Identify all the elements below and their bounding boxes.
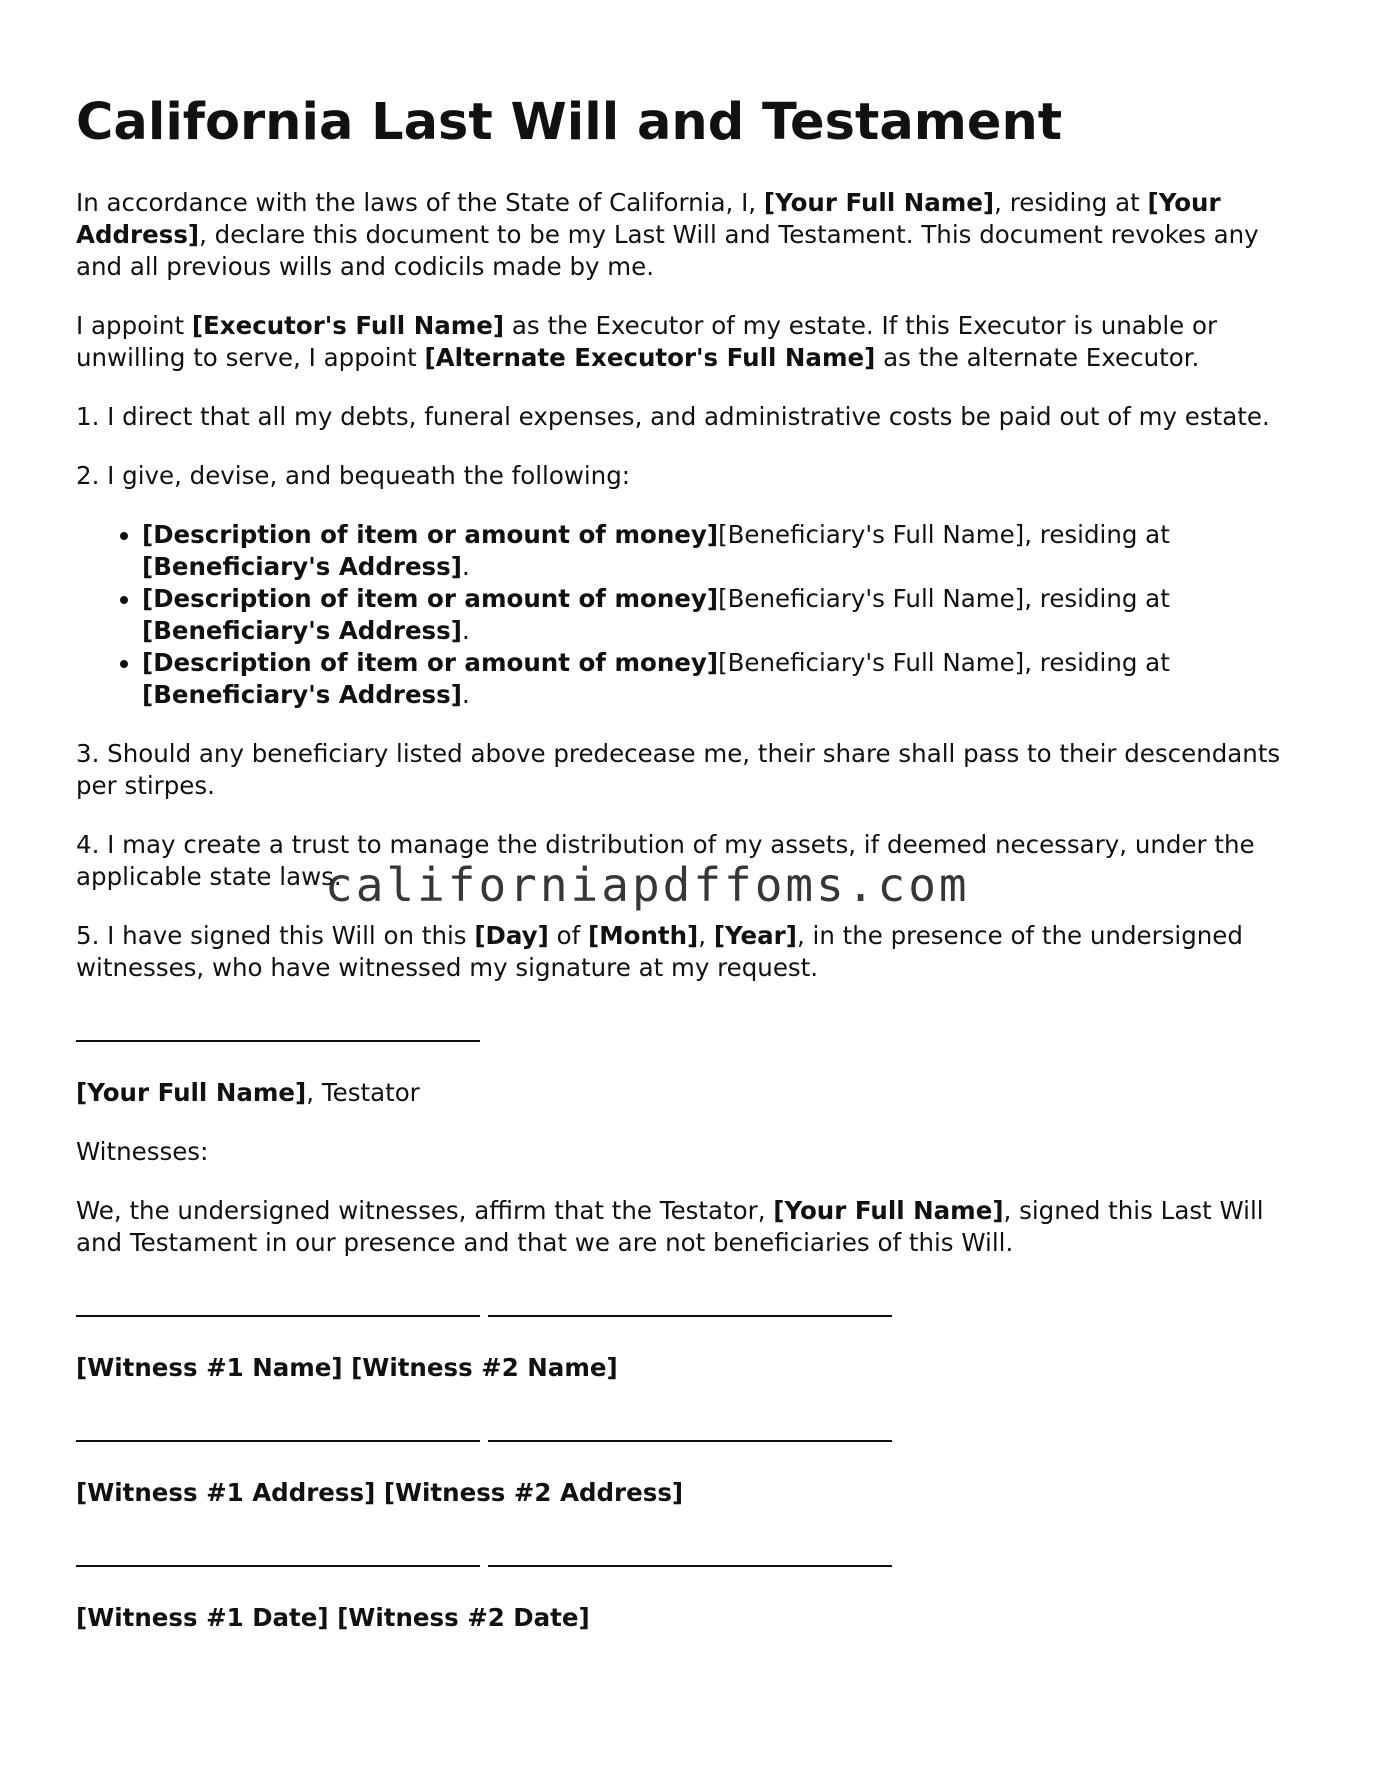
bequest-list — [76, 519, 1296, 711]
witnesses-heading: Witnesses: — [76, 1137, 209, 1167]
affirmation-name-placeholder: [Your Full Name] — [773, 1196, 1004, 1226]
intro-text-2: , residing at — [994, 188, 1148, 218]
bequest-beneficiary: [Beneficiary's Full Name], residing at — [718, 520, 1170, 550]
intro-text-3: , declare this document to be my Last Will and Testament. This document revokes any and all previous wills and codicils made by me. — [76, 220, 1259, 282]
testator-name-placeholder: [Your Full Name] — [763, 188, 995, 218]
witness-date-lines — [76, 1543, 1296, 1575]
witness-1-name-line[interactable] — [76, 1293, 480, 1317]
witness-affirmation — [76, 1195, 1296, 1259]
bequest-beneficiary: [Beneficiary's Full Name], residing at — [718, 648, 1170, 678]
bequest-address: [Beneficiary's Address] — [142, 552, 462, 582]
clause-5 — [76, 920, 1296, 984]
testator-name-label: [Your Full Name] — [76, 1078, 307, 1108]
clause-4: 4. I may create a trust to manage the distribution of my assets, if deemed necessary, under the applicable state laws. — [76, 830, 1255, 892]
witness-1-date-line[interactable] — [76, 1543, 480, 1567]
day-placeholder: [Day] — [474, 921, 549, 951]
witness-2-name-line[interactable] — [488, 1293, 892, 1317]
bequest-end: . — [461, 616, 470, 646]
bequest-address: [Beneficiary's Address] — [142, 616, 462, 646]
month-placeholder: [Month] — [588, 921, 699, 951]
clause-5-text-2: of — [548, 921, 589, 951]
clause-5-text-4: , in the presence of the undersigned witnesses, who have witnessed my signature at my request. — [76, 921, 1243, 983]
witness-2-address-line[interactable] — [488, 1418, 892, 1442]
document-title: California Last Will and Testament — [76, 93, 1063, 152]
affirmation-text-2: , signed this Last Will and Testament in our presence and that we are not beneficiaries of this Will. — [76, 1196, 1264, 1258]
witness-date-labels: [Witness #1 Date] [Witness #2 Date] — [76, 1603, 590, 1633]
intro-paragraph — [76, 187, 1296, 283]
clause-5-text-1: 5. I have signed this Will on this — [76, 921, 475, 951]
testator-signature-label — [76, 1077, 1296, 1109]
witness-2-date-line[interactable] — [488, 1543, 892, 1567]
witness-address-labels: [Witness #1 Address] [Witness #2 Address] — [76, 1478, 684, 1508]
bequest-end: . — [461, 680, 470, 710]
bequest-item-description: [Description of item or amount of money] — [142, 520, 719, 550]
year-placeholder: [Year] — [713, 921, 797, 951]
executor-text-2: as the Executor of my estate. If this Executor is unable or unwilling to serve, I appoint — [76, 311, 1218, 373]
bequest-item — [142, 519, 1296, 583]
clause-1: 1. I direct that all my debts, funeral expenses, and administrative costs be paid out of my estate. — [76, 402, 1270, 432]
clause-5-text-3: , — [698, 921, 714, 951]
executor-text-3: as the alternate Executor. — [875, 343, 1200, 373]
watermark-text: californiapdffoms.com — [325, 858, 970, 912]
witness-name-labels: [Witness #1 Name] [Witness #2 Name] — [76, 1353, 618, 1383]
executor-paragraph — [76, 310, 1296, 374]
witness-1-address-line[interactable] — [76, 1418, 480, 1442]
executor-text-1: I appoint — [76, 311, 192, 341]
bequest-item — [142, 647, 1296, 711]
bequest-item — [142, 583, 1296, 647]
intro-text-1: In accordance with the laws of the State of California, I, — [76, 188, 764, 218]
testator-address-placeholder: [Your Address] — [76, 188, 1221, 250]
bequest-item-description: [Description of item or amount of money] — [142, 584, 719, 614]
bequest-item-description: [Description of item or amount of money] — [142, 648, 719, 678]
alternate-executor-placeholder: [Alternate Executor's Full Name] — [424, 343, 876, 373]
bequest-address: [Beneficiary's Address] — [142, 680, 462, 710]
clause-3: 3. Should any beneficiary listed above predecease me, their share shall pass to their descendants per stirpes. — [76, 739, 1281, 801]
witness-name-lines — [76, 1293, 1296, 1325]
will-document — [76, 92, 1296, 1661]
clause-2: 2. I give, devise, and bequeath the following: — [76, 461, 631, 491]
signature-line[interactable] — [76, 1018, 480, 1042]
affirmation-text-1: We, the undersigned witnesses, affirm that the Testator, — [76, 1196, 774, 1226]
testator-signature-line[interactable] — [76, 1018, 1296, 1050]
executor-name-placeholder: [Executor's Full Name] — [191, 311, 505, 341]
witness-address-lines — [76, 1418, 1296, 1450]
testator-role: , Testator — [306, 1078, 420, 1108]
bequest-beneficiary: [Beneficiary's Full Name], residing at — [718, 584, 1170, 614]
bequest-end: . — [461, 552, 470, 582]
